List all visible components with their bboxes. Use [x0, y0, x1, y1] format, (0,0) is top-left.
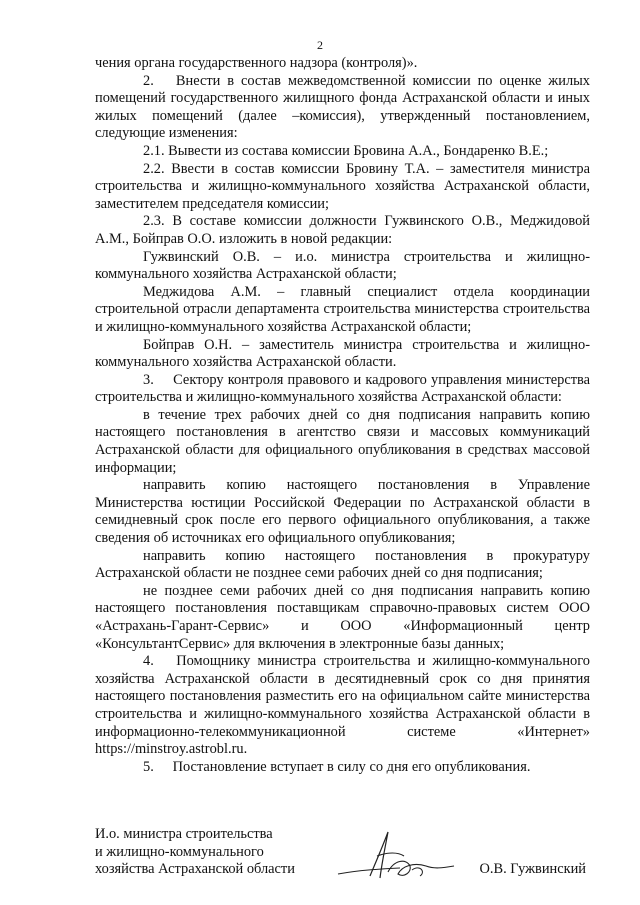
paragraph-item-3-b — [95, 477, 590, 547]
paragraph-text: 2.3. В составе комиссии должности Гужвинского О.В., Меджидовой А.М., Бойправ О.О. изложить в новой редакции: — [95, 213, 590, 247]
paragraph-item-3-a — [95, 407, 590, 477]
paragraph-text: Сектору контроля правового и кадрового управления министерства строительства и жилищно-коммунального хозяйства Астраханской области: — [95, 371, 590, 406]
signature-block — [95, 826, 590, 886]
paragraph-item-2-2 — [95, 161, 590, 214]
signatory-position-line: и жилищно-коммунального — [95, 843, 264, 860]
paragraph-text: чения органа государственного надзора (контроля)». — [95, 55, 418, 71]
paragraph-number: 4. — [143, 653, 154, 670]
paragraph-text: в течение трех рабочих дней со дня подписания направить копию настоящего постановления в агентство связи и массовых коммуникаций Астраханской области для официального опубликования в средствах массовой информации; — [95, 406, 590, 476]
document-body — [95, 55, 590, 776]
paragraph-number: 5. — [143, 758, 154, 775]
paragraph-member-guzhvinsky — [95, 249, 590, 284]
paragraph-text: Гужвинский О.В. – и.о. министра строительства и жилищно-коммунального хозяйства Астраханской области; — [95, 248, 590, 283]
paragraph-text: Помощнику министра строительства и жилищно-коммунального хозяйства Астраханской области в десятидневный срок со дня принятия настоящего постановления разместить его на официальном сайте министерства строительства и жилищно-коммунального хозяйства Астраханской области в информационно-телекоммуникационной системе «Интернет» https://minstroy.astrobl.ru. — [95, 653, 590, 758]
paragraph-continuation — [95, 55, 590, 73]
paragraph-number: 2. — [143, 72, 154, 89]
paragraph-text: 2.1. Вывести из состава комиссии Бровина А.А., Бондаренко В.Е.; — [143, 142, 549, 159]
paragraph-item-3-d — [95, 583, 590, 653]
paragraph-text: Постановление вступает в силу со дня его опубликования. — [172, 758, 531, 775]
paragraph-item-5 — [95, 759, 590, 777]
paragraph-item-2-1 — [95, 143, 590, 161]
signatory-position-line: И.о. министра строительства — [95, 826, 273, 842]
handwritten-signature — [330, 826, 470, 886]
paragraph-member-boyprav — [95, 337, 590, 372]
paragraph-item-3 — [95, 372, 590, 407]
paragraph-item-3-c — [95, 548, 590, 583]
paragraph-text: Бойправ О.Н. – заместитель министра строительства и жилищно-коммунального хозяйства Астраханской области. — [95, 336, 590, 371]
paragraph-text: не позднее семи рабочих дней со дня подписания направить копию настоящего постановления поставщикам справочно-правовых систем ООО «Астрахань-Гарант-Сервис» и ООО «Информационный центр «КонсультантСервис» для включения в электронные базы данных; — [95, 582, 590, 652]
signatory-position — [95, 826, 335, 879]
paragraph-text: Внести в состав межведомственной комиссии по оценке жилых помещений государственного жилищного фонда Астраханской области и иных жилых помещений (далее –комиссия), утвержденный постановлением, следующие изменения: — [95, 72, 590, 142]
paragraph-text: направить копию настоящего постановления в прокуратуру Астраханской области не позднее семи рабочих дней со дня подписания; — [95, 547, 590, 582]
paragraph-text: 2.2. Ввести в состав комиссии Бровину Т.А. – заместителя министра строительства и жилищно-коммунального хозяйства Астраханской области, заместителем председателя комиссии; — [95, 160, 590, 212]
paragraph-number: 3. — [143, 371, 154, 388]
page-number: 2 — [317, 38, 323, 52]
paragraph-text: Меджидова А.М. – главный специалист отдела координации строительной отрасли департамента строительства министерства строительства и жилищно-коммунального хозяйства Астраханской области; — [95, 283, 590, 335]
signatory-name: О.В. Гужвинский — [479, 861, 586, 877]
paragraph-member-medzhidova — [95, 284, 590, 337]
paragraph-item-2-3 — [95, 213, 590, 248]
paragraph-item-4 — [95, 653, 590, 759]
paragraph-text: направить копию настоящего постановления в Управление Министерства юстиции Российской Федерации по Астраханской области в семидневный срок после его первого официального опубликования, а также сведения об источниках его официального опубликования; — [95, 477, 590, 547]
paragraph-item-2 — [95, 73, 590, 143]
signatory-position-line: хозяйства Астраханской области — [95, 861, 295, 878]
